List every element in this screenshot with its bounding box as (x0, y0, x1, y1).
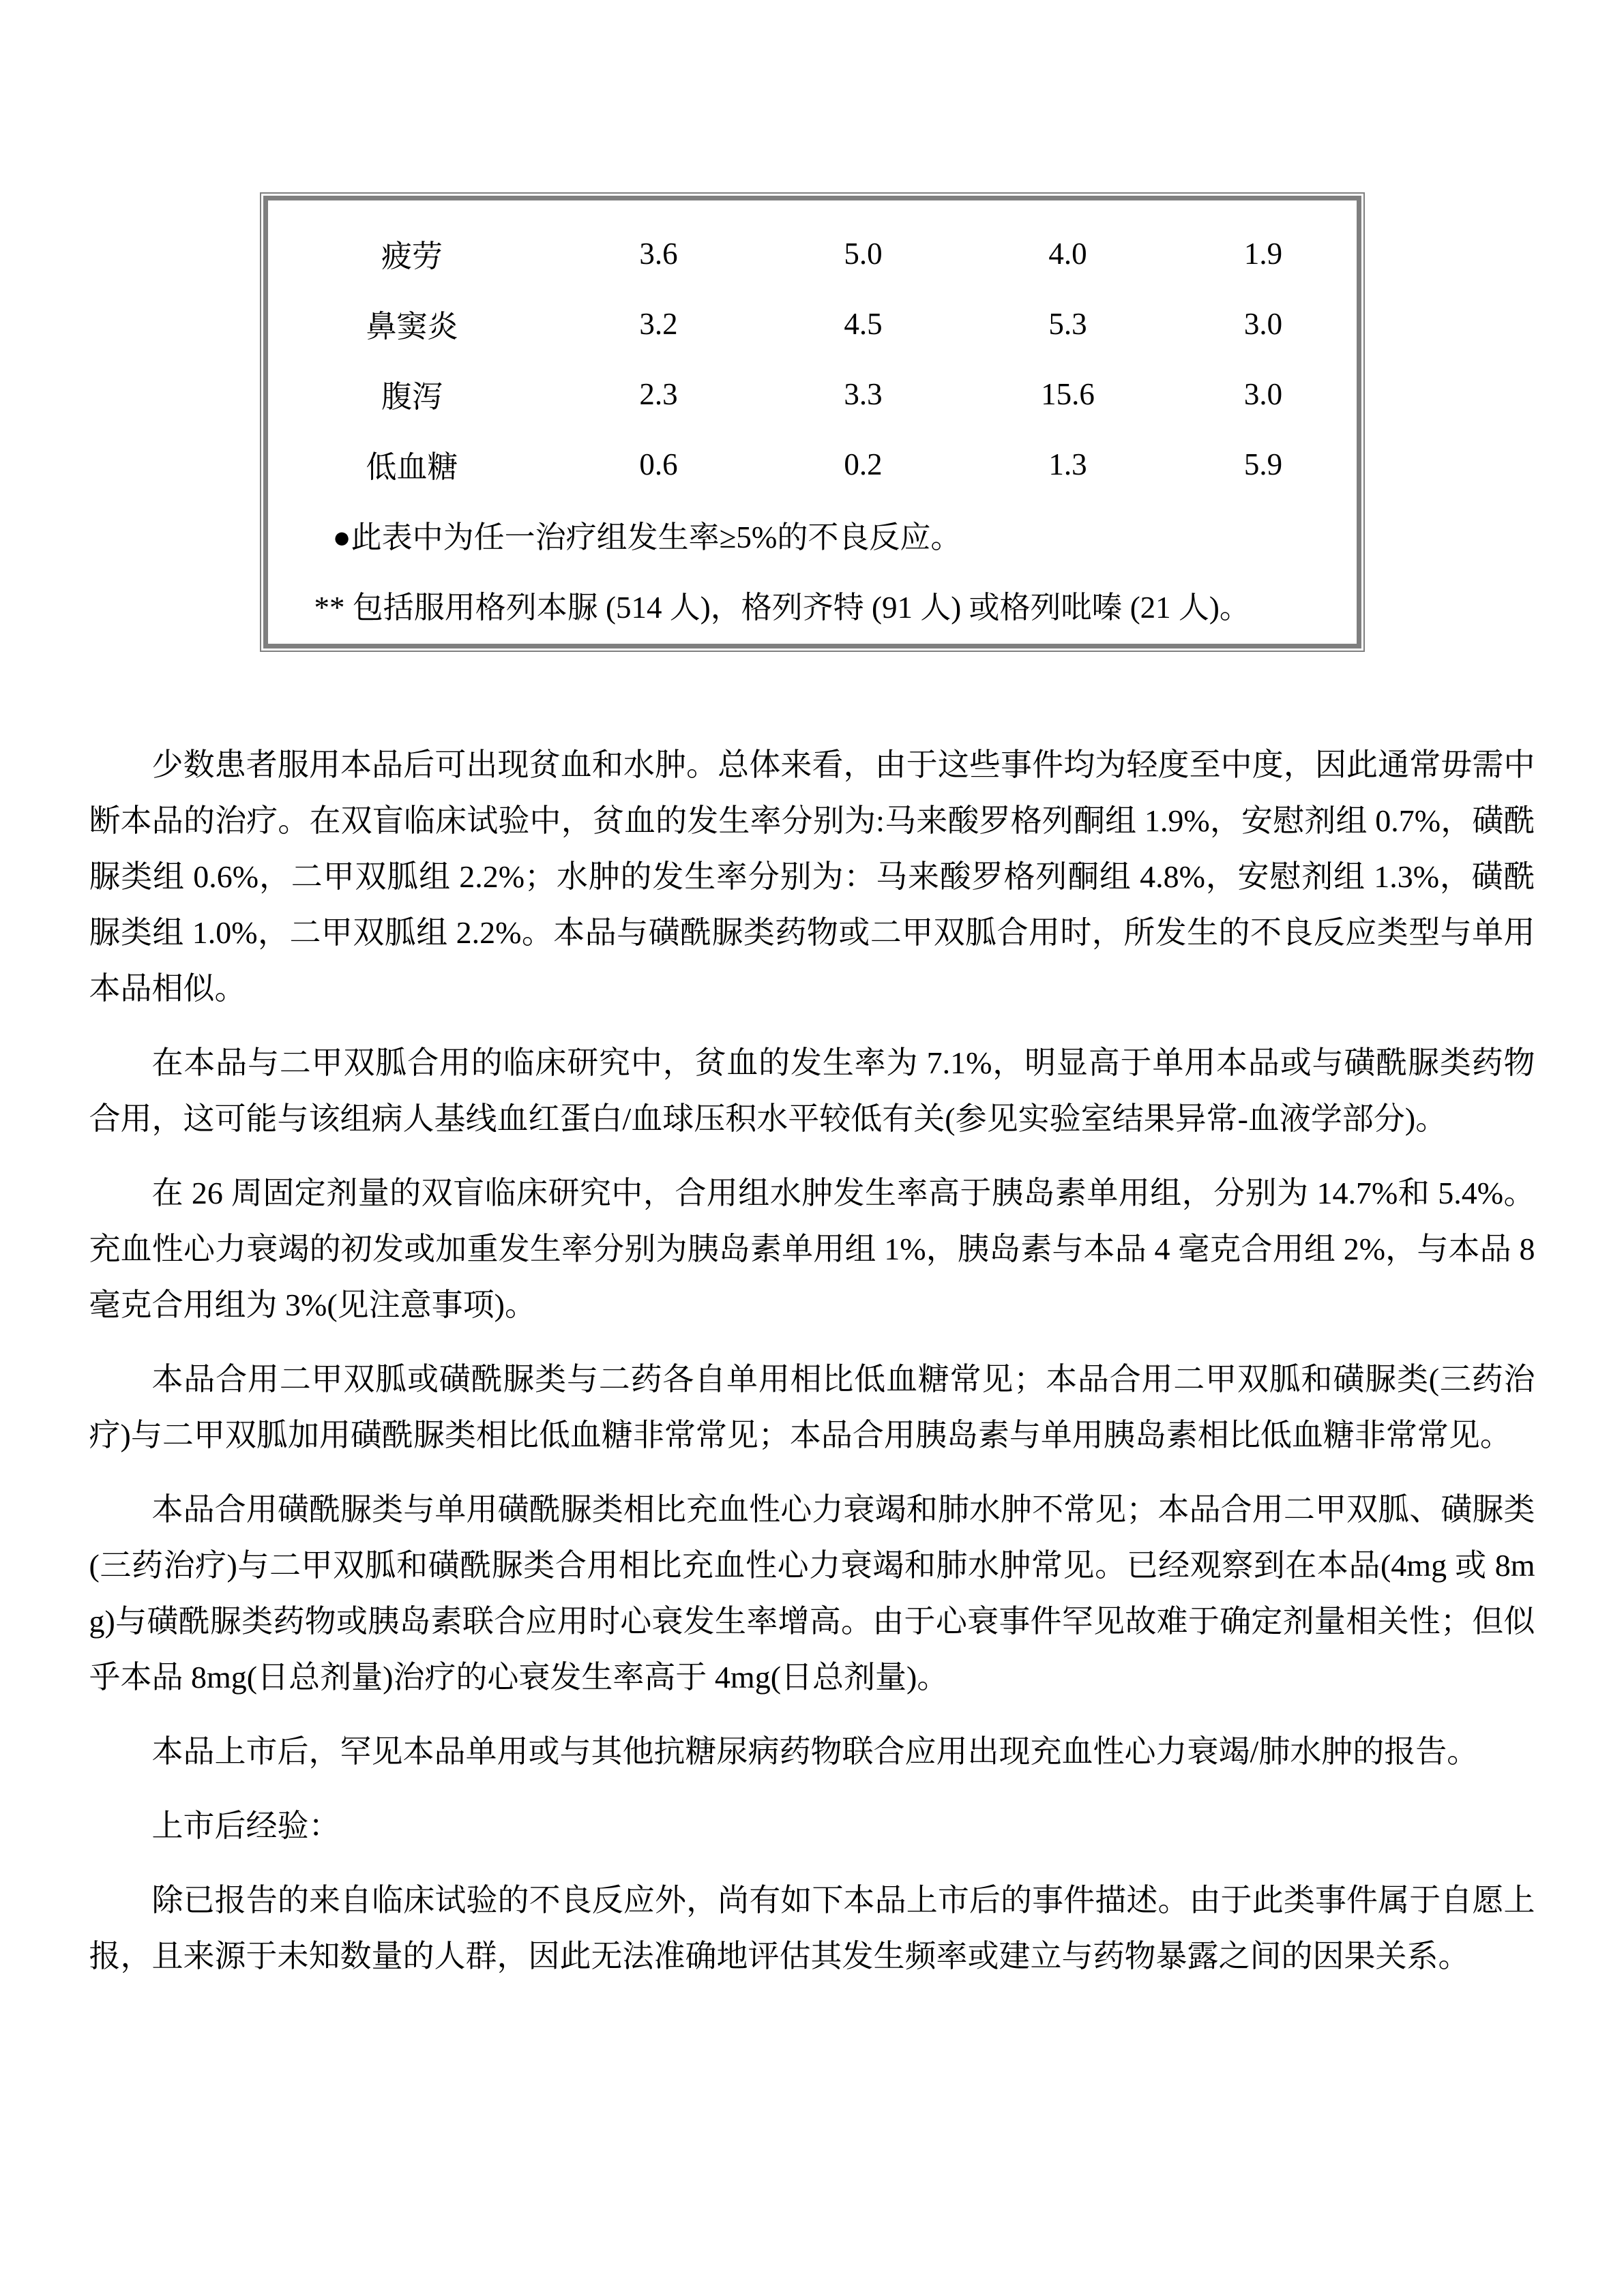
paragraph-postmarket-chf: 本品上市后，罕见本品单用或与其他抗糖尿病药物联合应用出现充血性心力衰竭/肺水肿的报告。 (151, 1734, 1479, 1769)
row-value: 0.2 (844, 447, 883, 481)
row-value: 3.0 (1243, 376, 1283, 411)
paragraph-postmarket-heading: 上市后经验： (151, 1808, 340, 1843)
paragraph-26week-study: 在 26 周固定剂量的双盲临床研究中，合用组水肿发生率高于胰岛素单用组，分别为 14.7%和 5.4%。充血性心力衰竭的初发或加重发生率分别为胰岛素单用组 1%，胰岛素与本品 4 毫克合用组 2%，与本品 8 毫克合用组为 3%(见注意事项)。 (89, 1176, 1535, 1322)
row-value: 0.6 (639, 447, 678, 481)
row-label: 低血糖 (366, 450, 458, 484)
row-value: 1.3 (1048, 447, 1087, 481)
row-value: 5.9 (1243, 447, 1283, 481)
row-value: 15.6 (1041, 376, 1095, 411)
row-label: 疲劳 (381, 239, 443, 273)
paragraph-chf-pulmonary-edema: 本品合用磺酰脲类与单用磺酰脲类相比充血性心力衰竭和肺水肿不常见；本品合用二甲双胍、磺脲类(三药治疗)与二甲双胍和磺酰脲类合用相比充血性心力衰竭和肺水肿常见。已经观察到在本品(4mg 或 8mg)与磺酰脲类药物或胰岛素联合应用时心衰发生率增高。由于心衰事件罕见故难于确定剂量相关性；但似乎本品 8mg(日总剂量)治疗的心衰发生率高于 4mg(日总剂量)。 (89, 1492, 1535, 1695)
body-text (89, 737, 1535, 1984)
row-value: 5.0 (844, 236, 883, 271)
paragraph-metformin-anemia: 在本品与二甲双胍合用的临床研究中，贫血的发生率为 7.1%，明显高于单用本品或与磺酰脲类药物合用，这可能与该组病人基线血红蛋白/血球压积水平较低有关(参见实验室结果异常-血液学部分)。 (89, 1045, 1535, 1136)
table-footnote-bullet: ●此表中为任一治疗组发生率≥5%的不良反应。 (332, 520, 962, 554)
table-row (268, 359, 1357, 429)
row-label: 鼻窦炎 (366, 310, 458, 344)
table-row (268, 288, 1357, 359)
row-value: 4.5 (844, 306, 883, 341)
table-row (268, 429, 1357, 499)
paragraph-postmarket-events: 除已报告的来自临床试验的不良反应外，尚有如下本品上市后的事件描述。由于此类事件属于自愿上报，且来源于未知数量的人群，因此无法准确地评估其发生频率或建立与药物暴露之间的因果关系。 (89, 1883, 1535, 1973)
row-value: 2.3 (639, 376, 678, 411)
adverse-events-table (263, 196, 1361, 648)
row-value: 4.0 (1048, 236, 1087, 271)
row-label: 腹泻 (381, 380, 443, 414)
row-value: 3.2 (639, 306, 678, 341)
row-value: 3.6 (639, 236, 678, 271)
paragraph-hypoglycemia: 本品合用二甲双胍或磺酰脲类与二药各自单用相比低血糖常见；本品合用二甲双胍和磺脲类(三药治疗)与二甲双胍加用磺酰脲类相比低血糖非常常见；本品合用胰岛素与单用胰岛素相比低血糖非常常见。 (89, 1362, 1535, 1452)
row-value: 1.9 (1243, 236, 1283, 271)
paragraph-anemia-edema: 少数患者服用本品后可出现贫血和水肿。总体来看，由于这些事件均为轻度至中度，因此通常毋需中断本品的治疗。在双盲临床试验中，贫血的发生率分别为:马来酸罗格列酮组 1.9%，安慰剂组 0.7%，磺酰脲类组 0.6%，二甲双胍组 2.2%；水肿的发生率分别为：马来酸罗格列酮组 4.8%，安慰剂组 1.3%，磺酰脲类组 1.0%，二甲双胍组 2.2%。本品与磺酰脲类药物或二甲双胍合用时，所发生的不良反应类型与单用本品相似。 (89, 747, 1535, 1006)
table-footnote-asterisk: ** 包括服用格列本脲 (514 人)，格列齐特 (91 人) 或格列吡嗪 (21 人)。 (314, 591, 1250, 625)
row-value: 3.0 (1243, 306, 1283, 341)
row-value: 5.3 (1048, 306, 1087, 341)
row-value: 3.3 (844, 376, 883, 411)
table-row (268, 218, 1357, 288)
